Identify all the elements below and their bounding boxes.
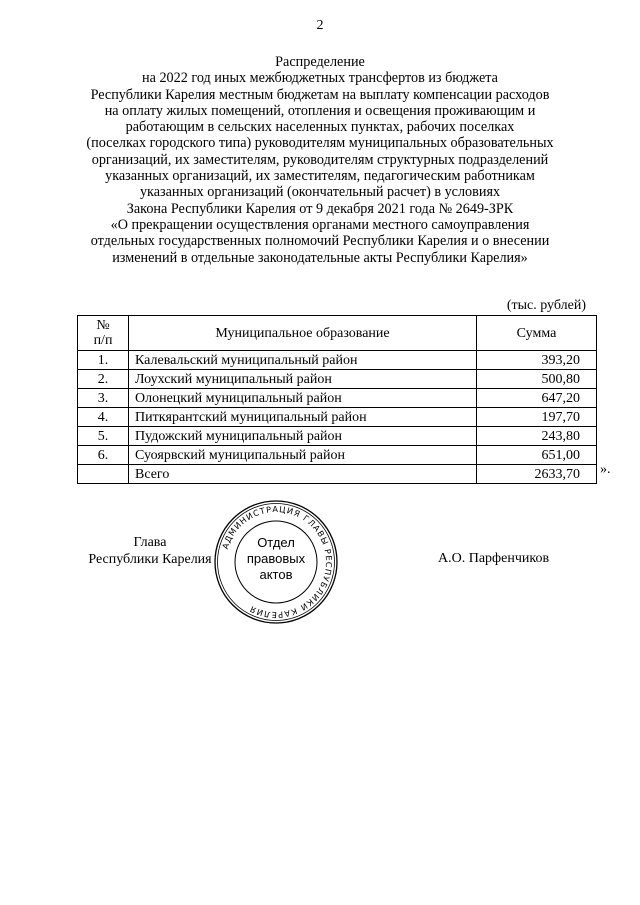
row-sum: 651,00 xyxy=(477,446,597,465)
row-number: 2. xyxy=(78,370,129,389)
row-municipality: Калевальский муниципальный район xyxy=(129,351,477,370)
table-row xyxy=(78,370,597,389)
distribution-table xyxy=(77,315,597,484)
stamp-center-text: правовых xyxy=(246,551,306,566)
row-municipality: Лоухский муниципальный район xyxy=(129,370,477,389)
closing-quote-mark: ». xyxy=(600,462,611,477)
row-sum: 647,20 xyxy=(477,389,597,408)
signatory-title-line: Республики Карелия xyxy=(88,552,212,567)
row-sum: 197,70 xyxy=(477,408,597,427)
heading-line: (поселках городского типа) руководителям муниципальных образовательных xyxy=(86,135,554,152)
row-sum: 500,80 xyxy=(477,370,597,389)
heading-line: указанных организаций (окончательный расчет) в условиях xyxy=(139,184,501,201)
heading-line: на 2022 год иных межбюджетных трансфертов из бюджета xyxy=(142,70,498,87)
page-number: 2 xyxy=(316,18,324,33)
heading-line: отдельных государственных полномочий Республики Карелия и о внесении xyxy=(90,233,550,250)
units-label: (тыс. рублей) xyxy=(506,298,586,313)
official-stamp xyxy=(213,499,339,625)
stamp-center-text: Отдел xyxy=(257,535,295,550)
table-row xyxy=(78,389,597,408)
row-sum: 393,20 xyxy=(477,351,597,370)
total-label: Всего xyxy=(129,465,477,484)
heading-line: организаций, их заместителям, руководителям структурных подразделений xyxy=(91,151,549,168)
table-row xyxy=(78,351,597,370)
row-number: 3. xyxy=(78,389,129,408)
header-sum: Сумма xyxy=(477,316,597,351)
heading-line: Республики Карелия местным бюджетам на выплату компенсации расходов xyxy=(90,86,550,103)
signatory-name: А.О. Парфенчиков xyxy=(438,551,550,566)
row-number: 5. xyxy=(78,427,129,446)
row-municipality: Питкярантский муниципальный район xyxy=(129,408,477,427)
table-row xyxy=(78,408,597,427)
header-municipality: Муниципальное образование xyxy=(129,316,477,351)
table-row xyxy=(78,427,597,446)
heading-line: «О прекращении осуществления органами местного самоуправления xyxy=(110,216,530,233)
table-row xyxy=(78,446,597,465)
table-header-row xyxy=(78,316,597,351)
signatory-title xyxy=(70,534,230,568)
heading-line: указанных организаций, их заместителям, педагогическим работникам xyxy=(105,168,535,185)
heading-line: Распределение xyxy=(275,54,365,70)
signatory-title-line: Глава xyxy=(133,535,167,550)
document-heading xyxy=(60,54,580,266)
total-number xyxy=(78,465,129,484)
stamp-ring-text: АДМИНИСТРАЦИЯ ГЛАВЫ РЕСПУБЛИКИ КАРЕЛИЯ xyxy=(219,503,335,621)
stamp-center-text: актов xyxy=(259,567,293,582)
row-number: 1. xyxy=(78,351,129,370)
row-municipality: Олонецкий муниципальный район xyxy=(129,389,477,408)
row-municipality: Пудожский муниципальный район xyxy=(129,427,477,446)
row-municipality: Суоярвский муниципальный район xyxy=(129,446,477,465)
header-number: № п/п xyxy=(78,316,129,351)
heading-line: на оплату жилых помещений, отопления и освещения проживающим и xyxy=(104,102,536,119)
heading-line: Закона Республики Карелия от 9 декабря 2021 года № 2649-ЗРК xyxy=(126,200,514,217)
row-number: 6. xyxy=(78,446,129,465)
heading-line: изменений в отдельные законодательные акты Республики Карелия» xyxy=(112,249,528,266)
total-sum: 2633,70 xyxy=(477,465,597,484)
row-sum: 243,80 xyxy=(477,427,597,446)
heading-line: работающим в сельских населенных пунктах, рабочих поселках xyxy=(125,119,515,136)
table-total-row xyxy=(78,465,597,484)
row-number: 4. xyxy=(78,408,129,427)
